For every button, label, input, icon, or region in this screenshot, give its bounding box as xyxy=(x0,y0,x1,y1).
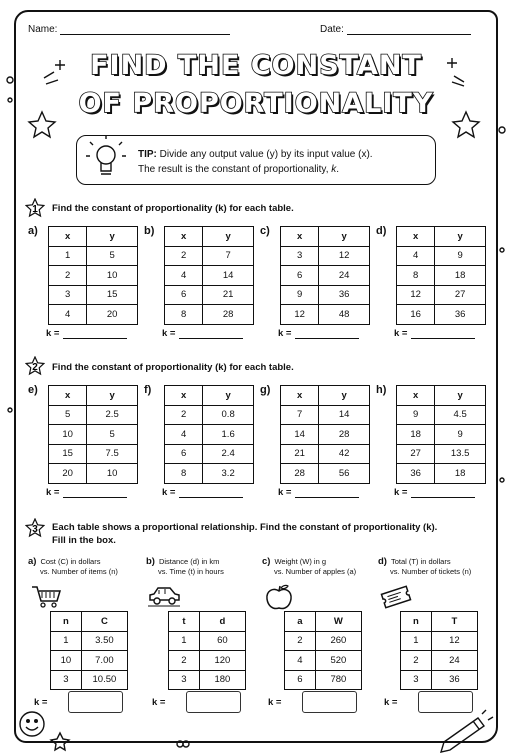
table-cell: 12 xyxy=(319,246,370,266)
k-answer-line[interactable] xyxy=(411,329,475,339)
table-cell: 4 xyxy=(285,651,316,671)
problem-letter: h) xyxy=(376,384,387,396)
column-header: x xyxy=(397,227,435,247)
value-table xyxy=(50,611,128,690)
xy-table xyxy=(280,226,370,325)
table-cell: 7 xyxy=(203,246,254,266)
table-cell: 180 xyxy=(199,670,245,690)
table-row xyxy=(401,631,478,651)
table-cell: 4 xyxy=(165,425,203,445)
xy-table xyxy=(164,385,254,484)
table-row xyxy=(49,246,138,266)
table-row xyxy=(169,670,246,690)
table-row xyxy=(51,651,128,671)
table-row xyxy=(281,464,370,484)
table-row xyxy=(281,405,370,425)
table-cell: 20 xyxy=(87,305,138,325)
date-label: Date: xyxy=(320,24,344,35)
column-header: x xyxy=(397,386,435,406)
table-cell: 10 xyxy=(87,266,138,286)
table-cell: 1 xyxy=(401,631,432,651)
table-row xyxy=(49,425,138,445)
table-cell: 2 xyxy=(165,246,203,266)
table-cell: 28 xyxy=(281,464,319,484)
section-2-star-badge xyxy=(25,356,45,376)
xy-table xyxy=(396,385,486,484)
table-cell: 3 xyxy=(401,670,432,690)
table-row xyxy=(397,464,486,484)
table-row xyxy=(281,444,370,464)
table-row xyxy=(51,670,128,690)
table-cell: 6 xyxy=(281,266,319,286)
column-header: T xyxy=(431,612,477,632)
ticket-icon xyxy=(380,583,412,611)
table-header-row xyxy=(285,612,362,632)
table-row xyxy=(281,305,370,325)
table-header-row xyxy=(397,227,486,247)
table-cell: 8 xyxy=(165,305,203,325)
xy-table xyxy=(396,226,486,325)
star-icon xyxy=(51,733,69,750)
k-answer xyxy=(46,487,127,498)
k-answer xyxy=(162,487,243,498)
table-cell: 2 xyxy=(165,405,203,425)
table-cell: 12 xyxy=(281,305,319,325)
table-cell: 24 xyxy=(431,651,477,671)
table-cell: 3 xyxy=(49,285,87,305)
table-cell: 15 xyxy=(87,285,138,305)
table-cell: 13.5 xyxy=(435,444,486,464)
table-header-row xyxy=(49,227,138,247)
k-answer-line[interactable] xyxy=(179,488,243,498)
table-row xyxy=(165,425,254,445)
table-cell: 14 xyxy=(281,425,319,445)
column-header: a xyxy=(285,612,316,632)
table-cell: 8 xyxy=(397,266,435,286)
table-header-row xyxy=(169,612,246,632)
table-cell: 28 xyxy=(319,425,370,445)
table-cell: 9 xyxy=(435,425,486,445)
table-cell: 36 xyxy=(319,285,370,305)
problem-caption: d) Total (T) in dollars vs. Number of tickets (n) xyxy=(378,556,472,576)
table-header-row xyxy=(281,227,370,247)
table-row xyxy=(281,285,370,305)
k-answer xyxy=(278,328,359,339)
table-cell: 14 xyxy=(203,266,254,286)
table-row xyxy=(165,405,254,425)
k-answer-box[interactable] xyxy=(186,691,241,713)
column-header: x xyxy=(165,227,203,247)
section-1-star-badge xyxy=(25,198,45,218)
problem-letter: c) xyxy=(260,225,270,237)
table-cell: 56 xyxy=(319,464,370,484)
table-cell: 9 xyxy=(397,405,435,425)
table-cell: 1 xyxy=(51,631,82,651)
table-cell: 24 xyxy=(319,266,370,286)
table-cell: 21 xyxy=(203,285,254,305)
tip-label: TIP: xyxy=(138,149,157,160)
table-row xyxy=(397,305,486,325)
table-cell: 28 xyxy=(203,305,254,325)
tip-text: TIP: Divide any output value (y) by its input value (x). The result is the constant of proportionality, k. xyxy=(138,149,373,175)
k-answer-box[interactable] xyxy=(302,691,357,713)
table-cell: 1.6 xyxy=(203,425,254,445)
table-header-row xyxy=(401,612,478,632)
table-cell: 3 xyxy=(281,246,319,266)
table-cell: 4.5 xyxy=(435,405,486,425)
table-cell: 10.50 xyxy=(81,670,127,690)
table-header-row xyxy=(165,386,254,406)
table-row xyxy=(285,651,362,671)
column-header: y xyxy=(435,227,486,247)
table-cell: 10 xyxy=(49,425,87,445)
table-cell: 14 xyxy=(319,405,370,425)
k-answer-line[interactable] xyxy=(63,488,127,498)
table-row xyxy=(49,464,138,484)
table-row xyxy=(165,464,254,484)
table-cell: 5 xyxy=(49,405,87,425)
pencil-icon xyxy=(441,710,493,752)
column-header: x xyxy=(49,227,87,247)
k-answer xyxy=(46,328,127,339)
table-cell: 1 xyxy=(49,246,87,266)
table-cell: 2 xyxy=(401,651,432,671)
table-row xyxy=(397,444,486,464)
k-label: k = xyxy=(394,487,408,498)
table-row xyxy=(281,266,370,286)
table-cell: 48 xyxy=(319,305,370,325)
table-cell: 10 xyxy=(51,651,82,671)
table-row xyxy=(49,305,138,325)
k-label: k = xyxy=(394,328,408,339)
table-cell: 8 xyxy=(165,464,203,484)
table-cell: 9 xyxy=(281,285,319,305)
value-table xyxy=(168,611,246,690)
table-cell: 4 xyxy=(397,246,435,266)
k-answer xyxy=(394,487,475,498)
problem-letter: d) xyxy=(378,556,387,567)
value-table xyxy=(284,611,362,690)
problem-letter: a) xyxy=(28,225,38,237)
table-cell: 21 xyxy=(281,444,319,464)
table-row xyxy=(49,266,138,286)
table-row xyxy=(397,246,486,266)
table-row xyxy=(397,405,486,425)
table-row xyxy=(401,670,478,690)
table-row xyxy=(169,631,246,651)
table-cell: 27 xyxy=(397,444,435,464)
table-row xyxy=(281,246,370,266)
problem-letter: b) xyxy=(144,225,155,237)
table-cell: 60 xyxy=(199,631,245,651)
table-cell: 15 xyxy=(49,444,87,464)
table-cell: 2 xyxy=(169,651,200,671)
name-label: Name: xyxy=(28,24,58,35)
table-cell: 260 xyxy=(315,631,361,651)
k-answer-line[interactable] xyxy=(295,488,359,498)
column-header: y xyxy=(319,386,370,406)
k-label: k = xyxy=(278,487,292,498)
problem-letter: d) xyxy=(376,225,387,237)
k-answer-line[interactable] xyxy=(63,329,127,339)
column-header: y xyxy=(87,386,138,406)
table-row xyxy=(285,631,362,651)
k-answer-box[interactable] xyxy=(418,691,473,713)
table-cell: 5 xyxy=(87,425,138,445)
k-answer-box[interactable] xyxy=(68,691,123,713)
problem-letter: f) xyxy=(144,384,152,396)
problem-caption: a) Cost (C) in dollars vs. Number of items (n) xyxy=(28,556,118,576)
k-label: k = xyxy=(46,328,60,339)
k-answer xyxy=(162,328,243,339)
table-cell: 780 xyxy=(315,670,361,690)
problem-letter: a) xyxy=(28,556,37,567)
table-header-row xyxy=(165,227,254,247)
table-row xyxy=(165,246,254,266)
table-cell: 4 xyxy=(49,305,87,325)
title-line-2: OF PROPORTIONALITY xyxy=(78,88,434,119)
table-cell: 20 xyxy=(49,464,87,484)
table-row xyxy=(285,670,362,690)
table-cell: 2.5 xyxy=(87,405,138,425)
table-cell: 9 xyxy=(435,246,486,266)
column-header: y xyxy=(319,227,370,247)
section-1-instruction: Find the constant of proportionality (k) for each table. xyxy=(52,203,294,214)
column-header: x xyxy=(165,386,203,406)
table-cell: 7.5 xyxy=(87,444,138,464)
table-cell: 1 xyxy=(169,631,200,651)
problem-caption: c) Weight (W) in g vs. Number of apples (a) xyxy=(262,556,357,576)
table-cell: 7.00 xyxy=(81,651,127,671)
svg-text:1: 1 xyxy=(32,204,38,215)
table-cell: 3 xyxy=(51,670,82,690)
table-cell: 520 xyxy=(315,651,361,671)
date-line[interactable] xyxy=(347,34,471,35)
table-row xyxy=(169,651,246,671)
table-header-row xyxy=(51,612,128,632)
date-field xyxy=(320,24,471,35)
k-label: k = xyxy=(384,697,398,708)
name-line[interactable] xyxy=(60,34,230,35)
table-cell: 2 xyxy=(285,631,316,651)
column-header: y xyxy=(435,386,486,406)
apple-icon xyxy=(264,583,296,611)
k-label: k = xyxy=(46,487,60,498)
table-row xyxy=(281,425,370,445)
name-field xyxy=(28,24,230,35)
k-answer-line[interactable] xyxy=(295,329,359,339)
problem-letter: g) xyxy=(260,384,271,396)
problem-letter: b) xyxy=(146,556,155,567)
table-cell: 3.50 xyxy=(81,631,127,651)
problem-letter: e) xyxy=(28,384,38,396)
table-cell: 18 xyxy=(435,266,486,286)
column-header: n xyxy=(51,612,82,632)
section-2-instruction: Find the constant of proportionality (k) for each table. xyxy=(52,362,294,373)
table-cell: 16 xyxy=(397,305,435,325)
table-cell: 18 xyxy=(435,464,486,484)
table-row xyxy=(397,425,486,445)
table-row xyxy=(165,266,254,286)
table-cell: 4 xyxy=(165,266,203,286)
table-cell: 3 xyxy=(169,670,200,690)
value-table xyxy=(400,611,478,690)
table-cell: 36 xyxy=(397,464,435,484)
k-label: k = xyxy=(162,487,176,498)
problem-letter: c) xyxy=(262,556,271,567)
column-header: x xyxy=(281,227,319,247)
table-cell: 120 xyxy=(199,651,245,671)
k-answer-line[interactable] xyxy=(179,329,243,339)
xy-table xyxy=(280,385,370,484)
table-cell: 3.2 xyxy=(203,464,254,484)
smiley-icon xyxy=(20,712,44,736)
k-label: k = xyxy=(268,697,282,708)
table-row xyxy=(49,285,138,305)
table-cell: 2.4 xyxy=(203,444,254,464)
table-cell: 27 xyxy=(435,285,486,305)
table-header-row xyxy=(281,386,370,406)
column-header: t xyxy=(169,612,200,632)
table-cell: 0.8 xyxy=(203,405,254,425)
table-cell: 6 xyxy=(165,444,203,464)
column-header: C xyxy=(81,612,127,632)
table-cell: 12 xyxy=(397,285,435,305)
table-cell: 18 xyxy=(397,425,435,445)
k-label: k = xyxy=(152,697,166,708)
table-cell: 6 xyxy=(165,285,203,305)
table-cell: 12 xyxy=(431,631,477,651)
xy-table xyxy=(48,385,138,484)
column-header: y xyxy=(87,227,138,247)
table-row xyxy=(49,444,138,464)
column-header: x xyxy=(49,386,87,406)
table-row xyxy=(165,444,254,464)
table-cell: 7 xyxy=(281,405,319,425)
k-label: k = xyxy=(34,697,48,708)
column-header: d xyxy=(199,612,245,632)
table-cell: 36 xyxy=(435,305,486,325)
shopping-cart-icon xyxy=(30,583,62,611)
column-header: x xyxy=(281,386,319,406)
table-row xyxy=(49,405,138,425)
table-cell: 5 xyxy=(87,246,138,266)
title-line-1: FIND THE CONSTANT xyxy=(90,50,422,81)
table-cell: 42 xyxy=(319,444,370,464)
section-3-star-badge xyxy=(25,518,45,538)
svg-text:3: 3 xyxy=(32,524,38,535)
column-header: n xyxy=(401,612,432,632)
column-header: y xyxy=(203,386,254,406)
car-icon xyxy=(148,583,180,611)
k-answer-line[interactable] xyxy=(411,488,475,498)
table-row xyxy=(165,305,254,325)
table-row xyxy=(51,631,128,651)
table-header-row xyxy=(49,386,138,406)
table-row xyxy=(165,285,254,305)
column-header: y xyxy=(203,227,254,247)
k-label: k = xyxy=(162,328,176,339)
table-cell: 36 xyxy=(431,670,477,690)
table-header-row xyxy=(397,386,486,406)
column-header: W xyxy=(315,612,361,632)
xy-table xyxy=(48,226,138,325)
table-row xyxy=(397,266,486,286)
xy-table xyxy=(164,226,254,325)
table-cell: 2 xyxy=(49,266,87,286)
table-row xyxy=(401,651,478,671)
k-answer xyxy=(394,328,475,339)
section-3-instruction: Each table shows a proportional relationship. Find the constant of proportionality (k). Fill in the box. xyxy=(52,522,438,546)
svg-text:2: 2 xyxy=(32,362,38,373)
k-answer xyxy=(278,487,359,498)
k-label: k = xyxy=(278,328,292,339)
problem-caption: b) Distance (d) in km vs. Time (t) in hours xyxy=(146,556,224,576)
table-cell: 6 xyxy=(285,670,316,690)
table-cell: 10 xyxy=(87,464,138,484)
table-row xyxy=(397,285,486,305)
